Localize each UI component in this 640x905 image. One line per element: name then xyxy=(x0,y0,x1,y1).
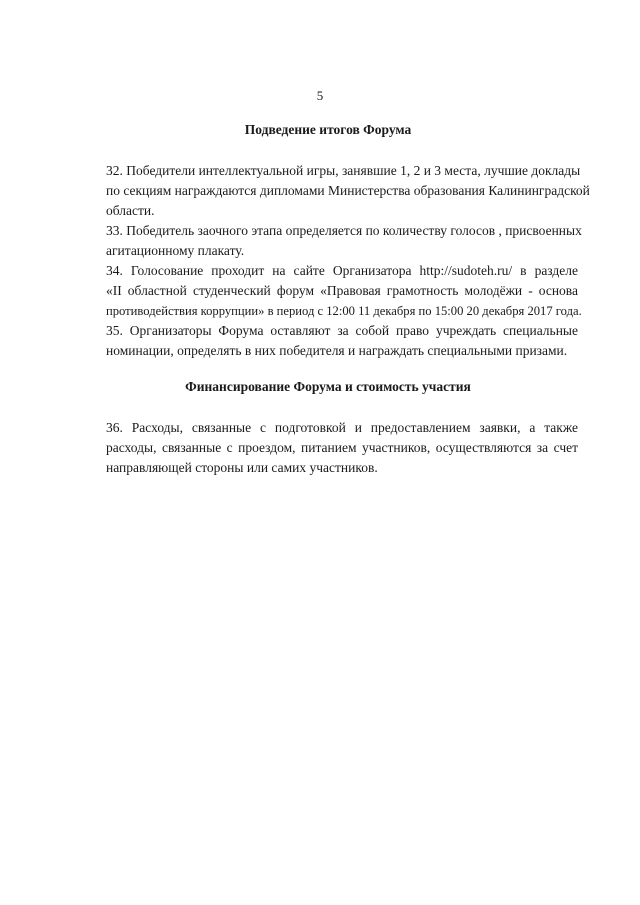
paragraph-line: расходы, связанные с проездом, питанием участников, осуществляются за счет xyxy=(106,440,578,455)
paragraph-line: 33. Победитель заочного этапа определяется по количеству голосов , присвоенных xyxy=(106,223,582,238)
section-heading-results: Подведение итогов Форума xyxy=(244,122,412,137)
section-heading-financing: Финансирование Форума и стоимость участия xyxy=(185,379,471,394)
paragraph-36 xyxy=(78,418,578,478)
paragraph-33 xyxy=(78,221,582,261)
paragraph-line: агитационному плакату. xyxy=(106,243,245,258)
paragraph-line: области. xyxy=(106,203,155,218)
paragraph-line: номинации, определять в них победителя и награждать специальными призами. xyxy=(106,343,568,358)
paragraph-line: противодействия коррупции» в период с 12:00 11 декабря по 15:00 20 декабря 2017 года. xyxy=(106,304,582,318)
paragraph-34 xyxy=(78,261,582,321)
paragraph-line: «II областной студенческий форум «Правовая грамотность молодёжи - основа xyxy=(106,283,578,298)
paragraph-line: 32. Победители интеллектуальной игры, занявшие 1, 2 и 3 места, лучшие доклады xyxy=(106,163,581,178)
paragraph-32 xyxy=(78,161,590,221)
paragraph-line: 36. Расходы, связанные с подготовкой и предоставлением заявки, а также xyxy=(106,420,578,435)
paragraph-line: 34. Голосование проходит на сайте Организатора http://sudoteh.ru/ в разделе xyxy=(106,263,578,278)
section-body-financing xyxy=(78,418,578,478)
paragraph-line: по секциям награждаются дипломами Министерства образования Калининградской xyxy=(106,183,590,198)
paragraph-line: 35. Организаторы Форума оставляют за собой право учреждать специальные xyxy=(106,323,578,338)
paragraph-35 xyxy=(78,321,578,361)
page-number: 5 xyxy=(316,88,324,103)
section-body-results xyxy=(78,161,590,361)
paragraph-line: направляющей стороны или самих участников. xyxy=(106,460,378,475)
